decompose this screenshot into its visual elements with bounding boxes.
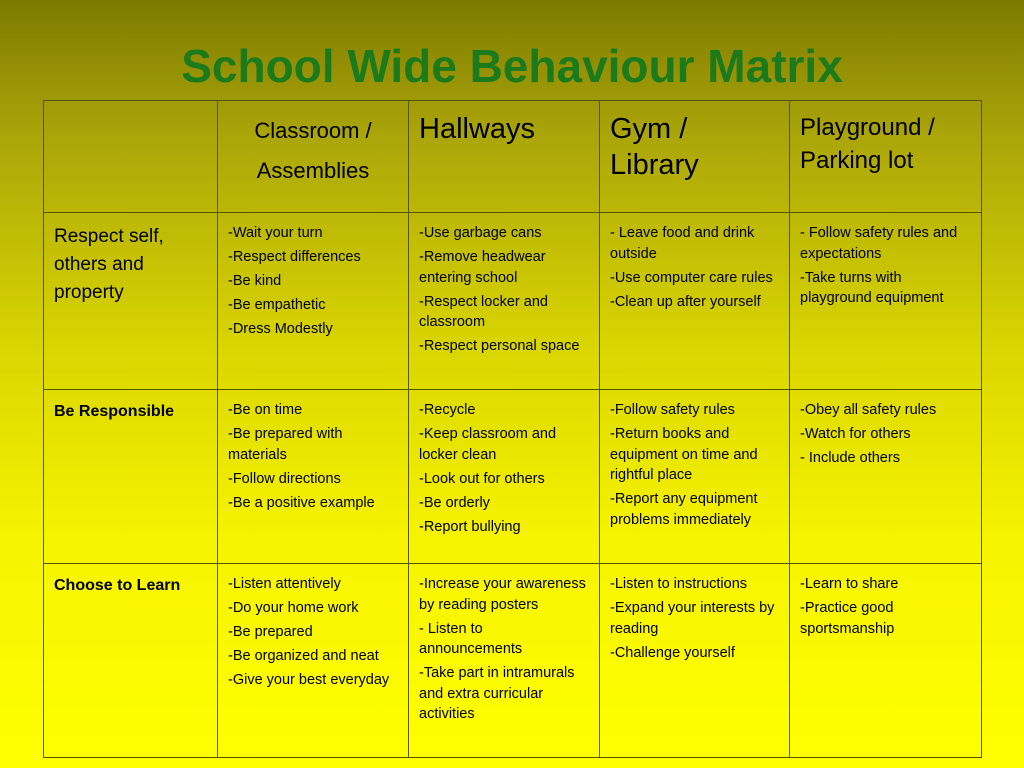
behaviour-item: -Use garbage cans [419,225,542,241]
cell-respect-classroom [218,213,409,390]
behaviour-item: -Take turns with playground equipment [800,269,944,306]
behaviour-item: - Include others [800,450,900,466]
behaviour-item: -Keep classroom and locker clean [419,426,557,463]
behaviour-item: -Respect differences [228,249,361,265]
behaviour-item: -Be orderly [419,494,490,511]
behaviour-item: -Be kind [228,273,282,289]
behaviour-item: -Report bullying [419,518,521,535]
cell-learn-gym-library [600,564,790,758]
behaviour-item: -Follow safety rules [610,402,735,418]
behaviour-item: -Be organized and neat [228,648,379,664]
cell-responsible-playground [790,390,982,564]
matrix-row-responsible [44,390,982,564]
header-playground-parking-lot: Playground / Parking lot [790,101,982,213]
cell-responsible-hallways [409,390,600,564]
cell-respect-gym-library [600,213,790,390]
behaviour-item: -Return books and equipment on time and rightful place [610,426,758,483]
behaviour-item: -Obey all safety rules [800,402,937,418]
cell-learn-classroom [218,564,409,758]
behaviour-item: -Respect personal space [419,338,580,354]
behaviour-item: -Follow directions [228,470,341,487]
behaviour-item: -Be prepared [228,624,313,640]
behaviour-item: -Be a positive example [228,494,375,511]
behaviour-item: -Wait your turn [228,225,323,241]
behaviour-item: -Do your home work [228,600,359,616]
behaviour-item: -Be empathetic [228,297,326,313]
behaviour-item: - Listen to announcements [419,620,523,657]
header-classroom-assemblies: Classroom / Assemblies [218,101,409,213]
behaviour-item: -Take part in intramurals and extra curricular activities [419,665,575,722]
behaviour-matrix-table [43,100,982,758]
behaviour-item: -Recycle [419,402,476,418]
behaviour-item: -Be prepared with materials [228,426,343,463]
behaviour-item: -Expand your interests by reading [610,600,775,637]
header-corner-cell [44,101,218,213]
behaviour-item: -Dress Modestly [228,321,333,337]
behaviour-item: -Listen attentively [228,576,341,592]
header-hallways: Hallways [409,101,600,213]
behaviour-item: -Listen to instructions [610,576,748,592]
behaviour-item: -Look out for others [419,470,545,487]
cell-responsible-classroom [218,390,409,564]
row-label-respect: Respect self, others and property [44,213,218,390]
behaviour-item: -Be on time [228,402,303,418]
row-label-responsible: Be Responsible [44,390,218,564]
row-label-learn: Choose to Learn [44,564,218,758]
behaviour-item: -Challenge yourself [610,644,735,661]
behaviour-item: -Report any equipment problems immediately [610,491,758,528]
behaviour-item: - Follow safety rules and expectations [800,225,958,262]
behaviour-item: -Give your best everyday [228,672,390,688]
behaviour-item: -Learn to share [800,576,899,592]
header-gym-library: Gym / Library [600,101,790,213]
behaviour-item: - Leave food and drink outside [610,225,755,262]
cell-learn-hallways [409,564,600,758]
behaviour-item: -Clean up after yourself [610,293,761,310]
behaviour-item: -Watch for others [800,426,911,442]
behaviour-item: -Practice good sportsmanship [800,600,895,637]
matrix-row-respect [44,213,982,390]
cell-responsible-gym-library [600,390,790,564]
cell-respect-playground [790,213,982,390]
matrix-row-learn [44,564,982,758]
behaviour-item: -Respect locker and classroom [419,293,548,330]
cell-learn-playground [790,564,982,758]
behaviour-item: -Use computer care rules [610,269,773,286]
behaviour-item: -Increase your awareness by reading posters [419,576,586,613]
behaviour-item: -Remove headwear entering school [419,249,546,286]
cell-respect-hallways [409,213,600,390]
header-row [44,101,982,213]
slide-title: School Wide Behaviour Matrix [181,40,843,92]
